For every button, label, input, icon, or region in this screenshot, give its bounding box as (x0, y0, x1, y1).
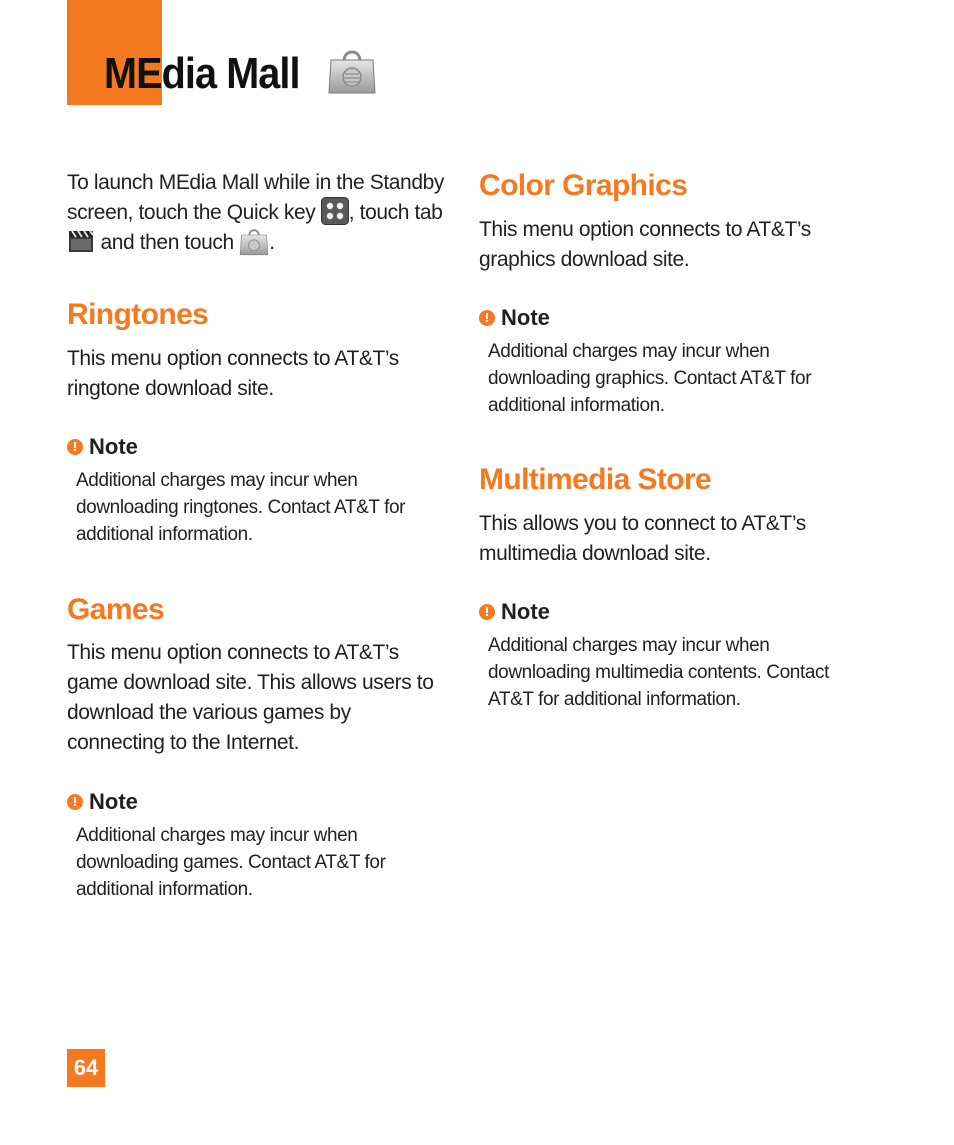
ringtones-note-text: Additional charges may incur when downloading ringtones. Contact AT&T for additional information. (76, 470, 406, 545)
ringtones-body: This menu option connects to AT&T’s ringtone download site. (67, 347, 399, 400)
note-label: Note (501, 599, 550, 624)
multimedia-store-heading: Multimedia Store (479, 463, 712, 496)
games-note-text: Additional charges may incur when downloading games. Contact AT&T for additional information. (76, 825, 386, 900)
exclamation-icon: ! (67, 794, 83, 810)
multimedia-store-note-heading (479, 598, 550, 626)
exclamation-icon: ! (67, 439, 83, 455)
games-body: This menu option connects to AT&T’s game download site. This allows users to download the various games by connecting to the Internet. (67, 641, 434, 754)
page-number: 64 (67, 1049, 105, 1087)
color-graphics-note-heading (479, 304, 550, 332)
intro-text-1: To launch MEdia Mall while in the Standby screen, touch the Quick key (67, 171, 444, 224)
quick-key-grid-icon (321, 197, 349, 225)
intro-text-3: and then touch (100, 231, 234, 254)
page-title: MEdia Mall (104, 49, 300, 98)
multimedia-store-body: This allows you to connect to AT&T’s multimedia download site. (479, 512, 806, 565)
color-graphics-body: This menu option connects to AT&T’s graphics download site. (479, 218, 811, 271)
color-graphics-note-text: Additional charges may incur when downloading graphics. Contact AT&T for additional information. (488, 341, 812, 416)
ringtones-note-heading (67, 433, 138, 461)
multimedia-store-note-text: Additional charges may incur when downloading multimedia contents. Contact AT&T for additional information. (488, 635, 829, 710)
ringtones-heading: Ringtones (67, 298, 209, 331)
exclamation-icon: ! (479, 310, 495, 326)
color-graphics-heading: Color Graphics (479, 169, 688, 202)
games-heading: Games (67, 593, 165, 626)
intro-text-4: . (269, 231, 275, 254)
games-note-heading (67, 788, 138, 816)
shopping-bag-icon (327, 45, 377, 95)
note-label: Note (501, 305, 550, 330)
intro-text-2: , touch tab (348, 201, 443, 224)
exclamation-icon: ! (479, 604, 495, 620)
intro-paragraph (67, 168, 447, 258)
note-label: Note (89, 434, 138, 459)
note-label: Note (89, 789, 138, 814)
shopping-bag-icon (239, 226, 269, 256)
clapperboard-icon (67, 229, 95, 253)
